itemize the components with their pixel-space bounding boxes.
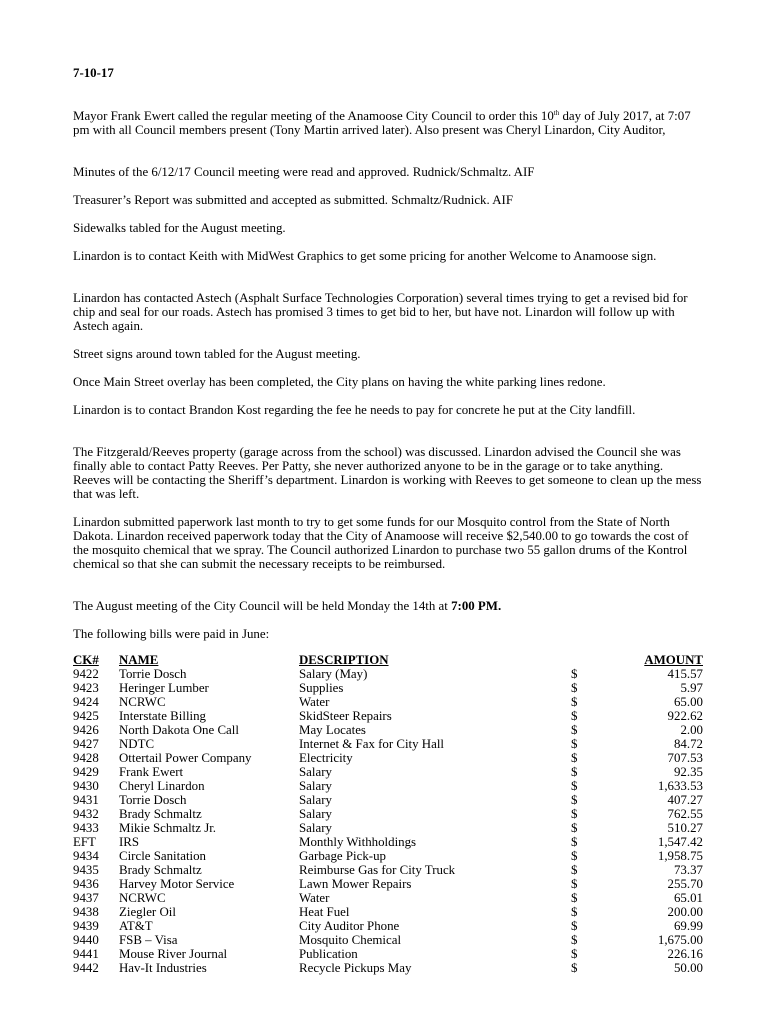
dollar-sign: $ — [571, 695, 578, 709]
dollar-sign: $ — [571, 709, 578, 723]
check-number: 9427 — [73, 737, 99, 751]
header-name: NAME — [119, 653, 159, 667]
description: Monthly Withholdings — [299, 835, 417, 849]
check-number: EFT — [73, 835, 96, 849]
dollar-sign: $ — [571, 849, 578, 863]
amount: 762.55 — [667, 807, 703, 821]
header-description: DESCRIPTION — [299, 653, 389, 667]
table-row — [73, 905, 703, 919]
paragraph-street-signs: Street signs around town tabled for the August meeting. — [73, 347, 361, 361]
table-row — [73, 751, 703, 765]
check-number: 9428 — [73, 751, 99, 765]
description: Recycle Pickups May — [299, 961, 412, 975]
table-row — [73, 919, 703, 933]
table-row — [73, 681, 703, 695]
payee-name: North Dakota One Call — [119, 723, 239, 737]
table-row — [73, 807, 703, 821]
meeting-date: 7-10-17 — [73, 66, 114, 80]
dollar-sign: $ — [571, 681, 578, 695]
dollar-sign: $ — [571, 723, 578, 737]
payee-name: Frank Ewert — [119, 765, 184, 779]
description: Salary — [299, 821, 332, 835]
payee-name: Torrie Dosch — [119, 667, 187, 681]
amount: 65.01 — [673, 891, 703, 905]
description: City Auditor Phone — [299, 919, 400, 933]
table-row — [73, 891, 703, 905]
payee-name: Ottertail Power Company — [119, 751, 252, 765]
payee-name: IRS — [119, 835, 140, 849]
payee-name: Torrie Dosch — [119, 793, 187, 807]
payee-name: AT&T — [119, 919, 153, 933]
payee-name: NCRWC — [119, 695, 166, 709]
paragraph-august-meeting: The August meeting of the City Council will be held Monday the 14th at 7:00 PM. — [73, 599, 502, 613]
description: Garbage Pick-up — [299, 849, 386, 863]
check-number: 9426 — [73, 723, 99, 737]
check-number: 9435 — [73, 863, 99, 877]
check-number: 9429 — [73, 765, 99, 779]
check-number: 9440 — [73, 933, 99, 947]
check-number: 9432 — [73, 807, 99, 821]
dollar-sign: $ — [571, 933, 578, 947]
amount: 92.35 — [673, 765, 703, 779]
payee-name: FSB – Visa — [119, 933, 178, 947]
description: Internet & Fax for City Hall — [299, 737, 444, 751]
paragraph-welcome-sign: Linardon is to contact Keith with MidWest Graphics to get some pricing for another Welcome to Anamoose sign. — [73, 249, 657, 263]
dollar-sign: $ — [571, 821, 578, 835]
dollar-sign: $ — [571, 863, 578, 877]
amount: 255.70 — [667, 877, 703, 891]
table-row — [73, 723, 703, 737]
description: Salary — [299, 765, 332, 779]
dollar-sign: $ — [571, 667, 578, 681]
check-number: 9437 — [73, 891, 99, 905]
paragraph-call-to-order: Mayor Frank Ewert called the regular meeting of the Anamoose City Council to order this 10th day of July 2017, at 7:07 pm with all Council members present (Tony Martin arrived later). Also present was Cheryl Linardon, City Auditor, — [73, 109, 691, 137]
dollar-sign: $ — [571, 891, 578, 905]
amount: 407.27 — [667, 793, 703, 807]
dollar-sign: $ — [571, 905, 578, 919]
bills-table — [73, 653, 703, 975]
payee-name: Mikie Schmaltz Jr. — [119, 821, 217, 835]
payee-name: Circle Sanitation — [119, 849, 206, 863]
description: SkidSteer Repairs — [299, 709, 392, 723]
description: Supplies — [299, 681, 344, 695]
check-number: 9430 — [73, 779, 99, 793]
table-row — [73, 933, 703, 947]
amount: 1,958.75 — [657, 849, 703, 863]
paragraph-minutes: Minutes of the 6/12/17 Council meeting were read and approved. Rudnick/Schmaltz. AIF — [73, 165, 535, 179]
dollar-sign: $ — [571, 765, 578, 779]
table-row — [73, 709, 703, 723]
paragraph-sidewalks: Sidewalks tabled for the August meeting. — [73, 221, 286, 235]
payee-name: Interstate Billing — [119, 709, 206, 723]
payee-name: Cheryl Linardon — [119, 779, 205, 793]
table-row — [73, 835, 703, 849]
amount: 226.16 — [667, 947, 703, 961]
amount: 1,547.42 — [657, 835, 703, 849]
check-number: 9423 — [73, 681, 99, 695]
check-number: 9433 — [73, 821, 99, 835]
dollar-sign: $ — [571, 919, 578, 933]
paragraph-mosquito-control: Linardon submitted paperwork last month to try to get some funds for our Mosquito control from the State of North Dakota. Linardon received paperwork today that the City of Anamoose will receive $2,540.00 to go towards the cost of the mosquito chemical that we spray. The Council authorized Linardon to purchase two 55 gallon drums of the Kontrol chemical so that she can submit the necessary receipts to be reimbursed. — [73, 515, 689, 571]
amount: 65.00 — [673, 695, 703, 709]
amount: 415.57 — [667, 667, 703, 681]
payee-name: Mouse River Journal — [119, 947, 228, 961]
payee-name: NDTC — [119, 737, 155, 751]
table-row — [73, 821, 703, 835]
paragraph-reeves-property: The Fitzgerald/Reeves property (garage across from the school) was discussed. Linardon advised the Council she was finally able to contact Patty Reeves. Per Patty, she never authorized anyone to be in the garage or to take anything. Reeves will be contacting the Sheriff’s department. Linardon is working with Reeves to get someone to clean up the mess that was left. — [73, 445, 702, 501]
dollar-sign: $ — [571, 877, 578, 891]
header-ck: CK# — [73, 653, 99, 667]
amount: 84.72 — [673, 737, 703, 751]
dollar-sign: $ — [571, 793, 578, 807]
header-amount: AMOUNT — [644, 653, 703, 667]
bills-table-header — [73, 653, 703, 667]
amount: 2.00 — [680, 723, 703, 737]
description: Electricity — [299, 751, 353, 765]
paragraph-astech: Linardon has contacted Astech (Asphalt Surface Technologies Corporation) several times trying to get a revised bid for chip and seal for our roads. Astech has promised 3 times to get bid to her, but have not. Linardon will follow up with Astech again. — [73, 291, 688, 333]
check-number: 9442 — [73, 961, 99, 975]
amount: 69.99 — [673, 919, 703, 933]
table-row — [73, 667, 703, 681]
check-number: 9422 — [73, 667, 99, 681]
description: Salary — [299, 779, 332, 793]
check-number: 9438 — [73, 905, 99, 919]
payee-name: Brady Schmaltz — [119, 807, 202, 821]
amount: 5.97 — [680, 681, 703, 695]
description: Salary — [299, 807, 332, 821]
description: Salary — [299, 793, 332, 807]
check-number: 9431 — [73, 793, 99, 807]
table-row — [73, 737, 703, 751]
table-row — [73, 765, 703, 779]
payee-name: Heringer Lumber — [119, 681, 209, 695]
dollar-sign: $ — [571, 779, 578, 793]
table-row — [73, 947, 703, 961]
table-row — [73, 849, 703, 863]
table-row — [73, 877, 703, 891]
table-row — [73, 779, 703, 793]
dollar-sign: $ — [571, 947, 578, 961]
description: May Locates — [299, 723, 366, 737]
table-row — [73, 863, 703, 877]
description: Publication — [299, 947, 358, 961]
description: Lawn Mower Repairs — [299, 877, 412, 891]
payee-name: Brady Schmaltz — [119, 863, 202, 877]
check-number: 9439 — [73, 919, 99, 933]
dollar-sign: $ — [571, 835, 578, 849]
payee-name: NCRWC — [119, 891, 166, 905]
description: Salary (May) — [299, 667, 368, 681]
check-number: 9436 — [73, 877, 99, 891]
check-number: 9424 — [73, 695, 99, 709]
payee-name: Hav-It Industries — [119, 961, 207, 975]
amount: 50.00 — [673, 961, 703, 975]
dollar-sign: $ — [571, 751, 578, 765]
dollar-sign: $ — [571, 737, 578, 751]
description: Heat Fuel — [299, 905, 350, 919]
amount: 1,675.00 — [657, 933, 703, 947]
table-row — [73, 695, 703, 709]
description: Water — [299, 891, 330, 905]
check-number: 9434 — [73, 849, 99, 863]
table-row — [73, 793, 703, 807]
check-number: 9441 — [73, 947, 99, 961]
paragraph-bills-intro: The following bills were paid in June: — [73, 627, 270, 641]
amount: 73.37 — [673, 863, 703, 877]
dollar-sign: $ — [571, 807, 578, 821]
payee-name: Harvey Motor Service — [119, 877, 235, 891]
check-number: 9425 — [73, 709, 99, 723]
amount: 510.27 — [667, 821, 703, 835]
amount: 922.62 — [667, 709, 703, 723]
paragraph-treasurer-report: Treasurer’s Report was submitted and accepted as submitted. Schmaltz/Rudnick. AIF — [73, 193, 513, 207]
description: Mosquito Chemical — [299, 933, 402, 947]
description: Water — [299, 695, 330, 709]
paragraph-concrete-fee: Linardon is to contact Brandon Kost regarding the fee he needs to pay for concrete he put at the City landfill. — [73, 403, 636, 417]
payee-name: Ziegler Oil — [119, 905, 176, 919]
table-row — [73, 961, 703, 975]
dollar-sign: $ — [571, 961, 578, 975]
amount: 200.00 — [667, 905, 703, 919]
paragraph-main-street: Once Main Street overlay has been completed, the City plans on having the white parking lines redone. — [73, 375, 606, 389]
description: Reimburse Gas for City Truck — [299, 863, 456, 877]
amount: 1,633.53 — [657, 779, 703, 793]
amount: 707.53 — [667, 751, 703, 765]
